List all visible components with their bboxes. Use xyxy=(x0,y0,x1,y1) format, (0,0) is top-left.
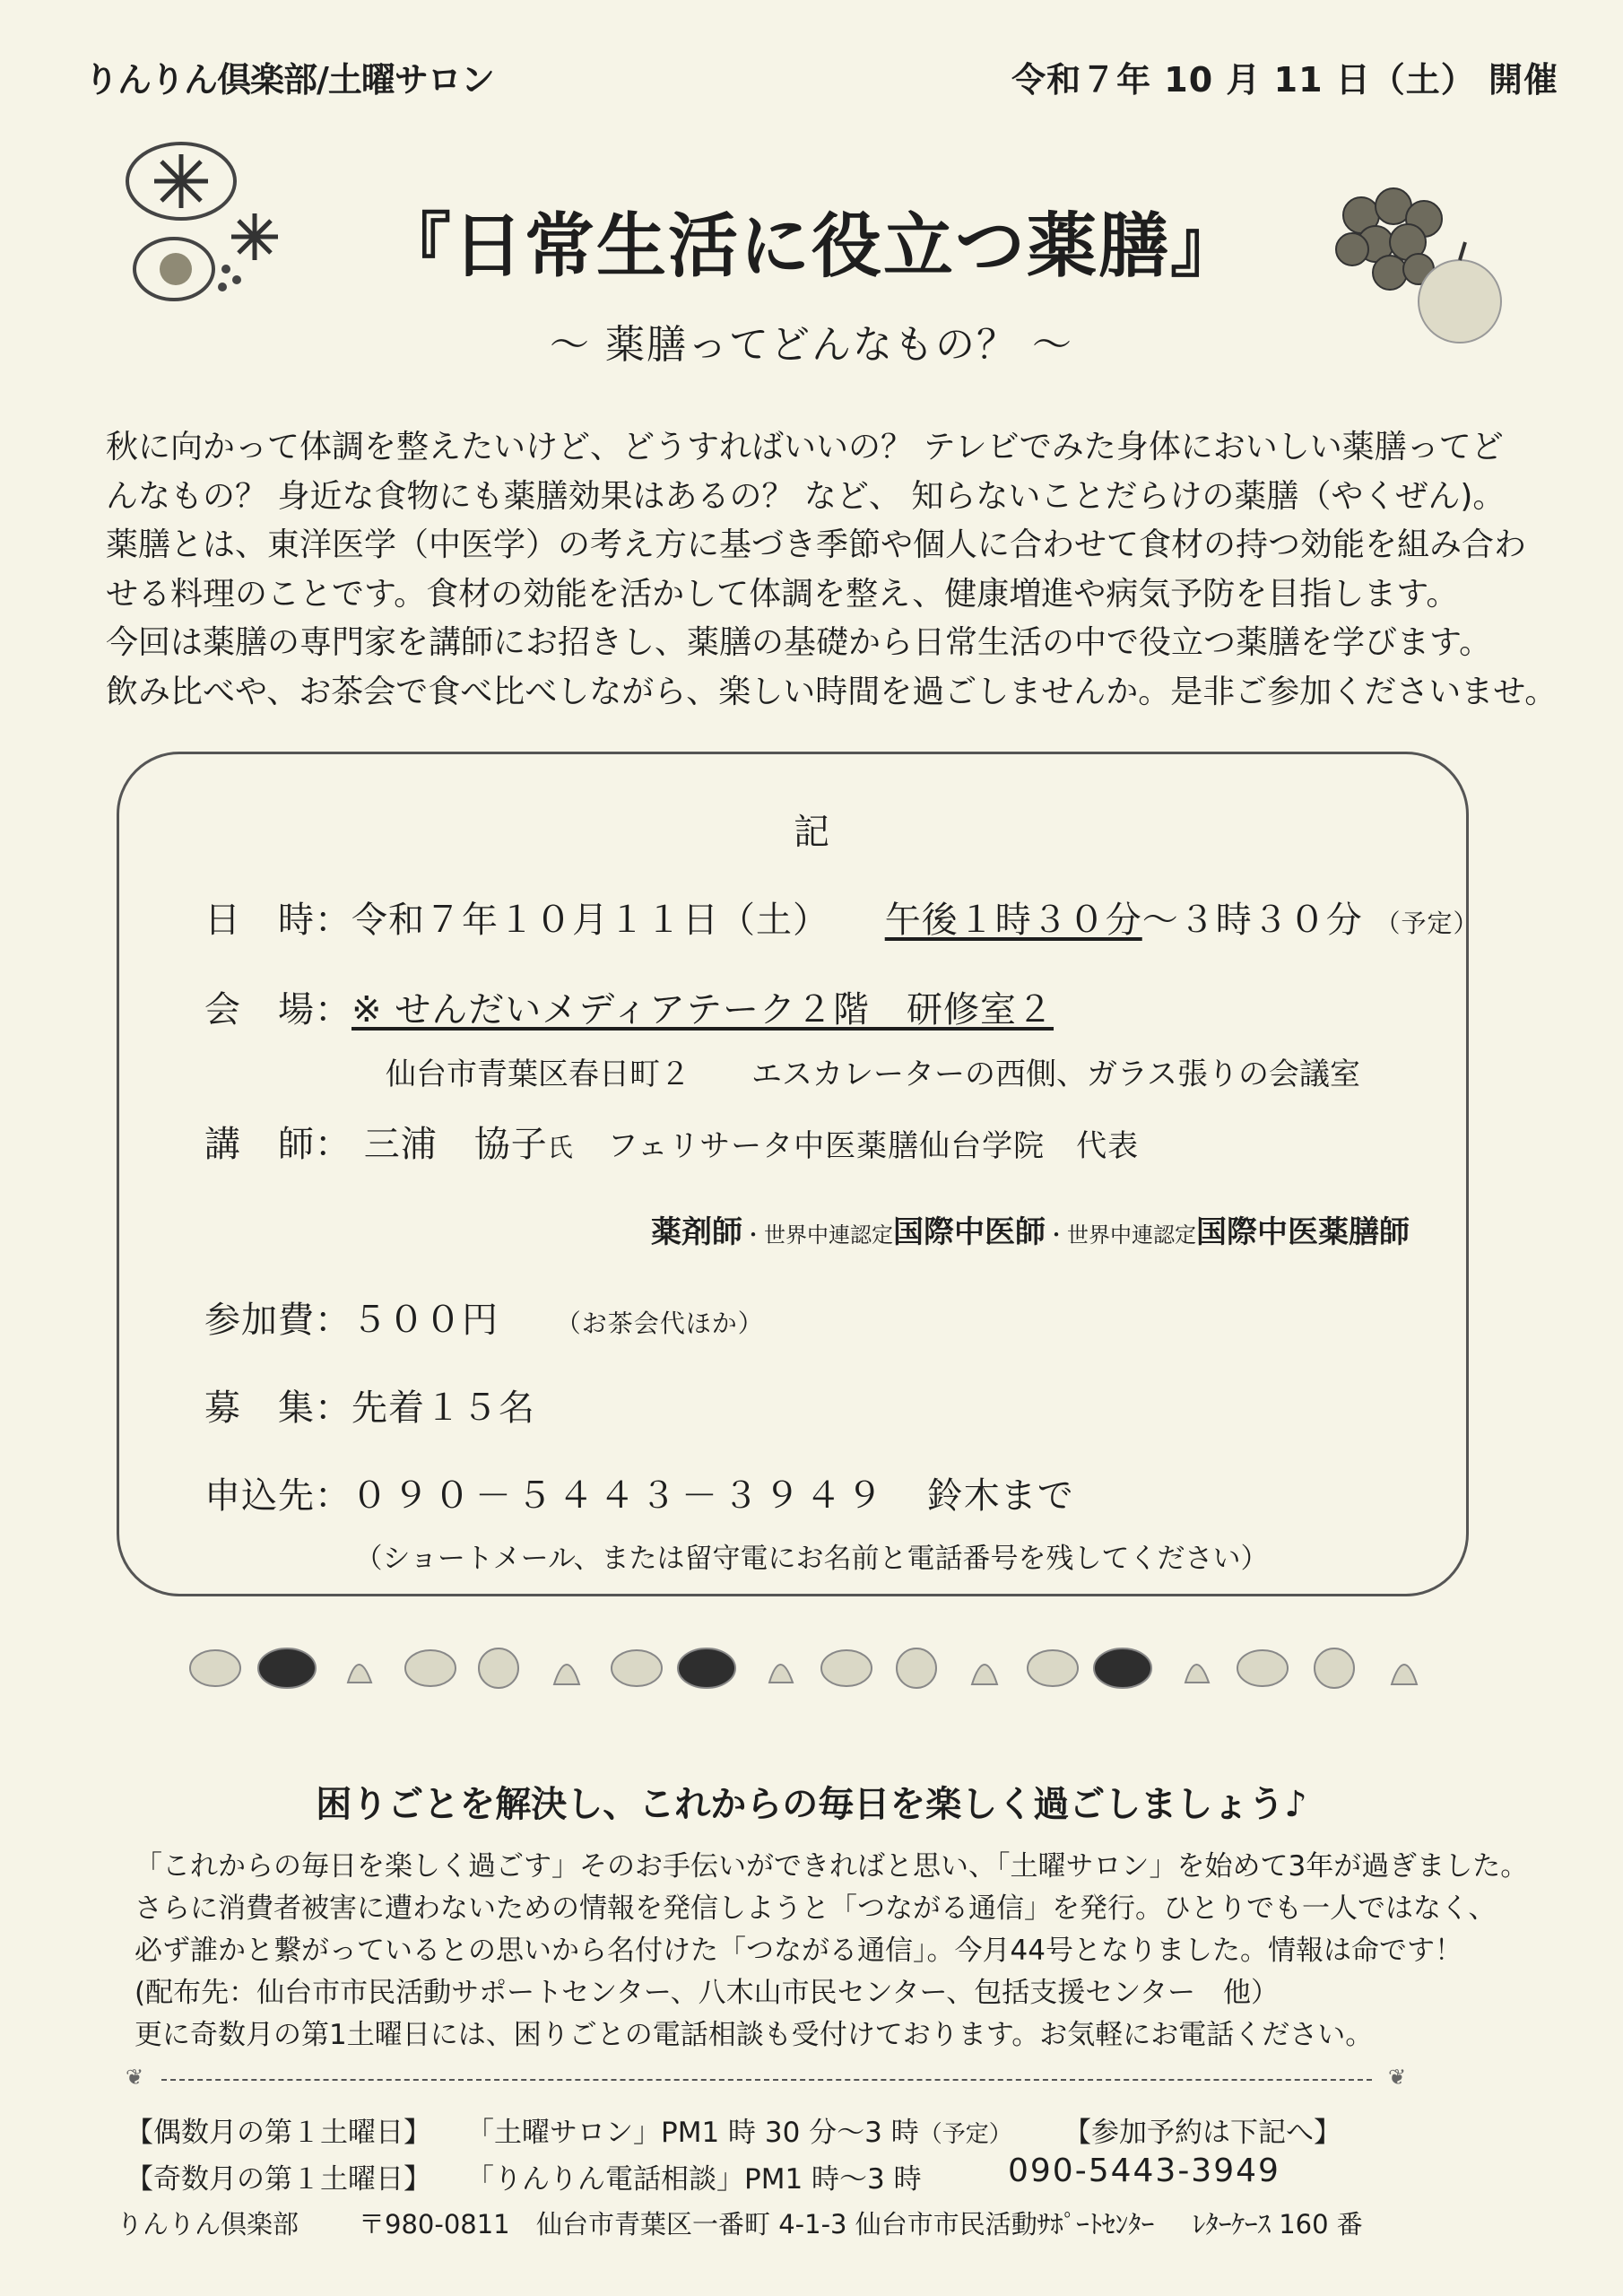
recruit-value: 先着１５名 xyxy=(352,1387,535,1429)
closing-line: 更に奇数月の第1土曜日には、困りごとの電話相談も受付けております。お気軽にお電話ください。 xyxy=(135,2019,1374,2051)
footer-even-event xyxy=(466,2109,1012,2150)
apply-name: 鈴木まで xyxy=(926,1475,1074,1517)
footer-odd-event: 「りんりん電話相談」PM1 時～3 時 xyxy=(466,2163,922,2196)
intro-line: せる料理のことです。食材の効能を活かして体調を整え、健康増進や病気予防を目指します。 xyxy=(106,575,1459,613)
datetime-end: ～３時３０分 xyxy=(1141,900,1363,941)
lecturer-row xyxy=(204,1116,1139,1167)
footer-postal: 〒980-0811 xyxy=(359,2209,510,2239)
datetime-date: 令和７年１０月１１日（土） xyxy=(352,900,829,941)
recruit-row xyxy=(204,1379,535,1431)
qualification-1: 薬剤師 xyxy=(651,1214,742,1250)
page-subtitle: ～ 薬膳ってどんなもの？ ～ xyxy=(550,322,1073,368)
closing-line: 「これからの毎日を楽しく過ごす」そのお手伝いができればと思い、「土曜サロン」を始めて3年が過ぎました。 xyxy=(135,1850,1529,1883)
intro-paragraph xyxy=(106,423,1558,717)
event-date-header: 令和７年 10 月 11 日（土） 開催 xyxy=(1011,60,1558,100)
venue-address: 仙台市青葉区春日町２ エスカレーターの西側、ガラス張りの会議室 xyxy=(386,1057,1360,1092)
divider xyxy=(161,2079,1372,2081)
datetime-start: 午後１時３０分 xyxy=(884,900,1142,941)
organizer-label: りんりん倶楽部/土曜サロン xyxy=(84,60,494,100)
venue-label: 会 場： xyxy=(204,989,352,1031)
intro-line: 今回は薬膳の専門家を講師にお招きし、薬膳の基礎から日常生活の中で役立つ薬膳を学びます。 xyxy=(106,624,1492,661)
lecturer-name: 三浦 協子 xyxy=(363,1124,548,1165)
intro-line: 薬膳とは、東洋医学（中医学）の考え方に基づき季節や個人に合わせて食材の持つ効能を組み合わ xyxy=(106,526,1527,563)
footer-even-label: 【偶数月の第１土曜日】 xyxy=(126,2117,431,2149)
footer-org: りんりん倶楽部 xyxy=(117,2209,299,2239)
venue-name: ※ せんだいメディアテーク２階 研修室２ xyxy=(352,989,1055,1031)
footer-letter-box: ﾚﾀｰｹｰｽ 160 番 xyxy=(1193,2209,1363,2239)
datetime-row xyxy=(204,891,1479,943)
apply-phone: ０９０－５４４３－３９４９ xyxy=(352,1475,888,1517)
apply-label: 申込先： xyxy=(204,1475,352,1517)
footer-odd-label: 【奇数月の第１土曜日】 xyxy=(126,2163,431,2196)
closing-line: 必ず誰かと繋がっているとの思いから名付けた「つながる通信」。今月44号となりました。情報は命です！ xyxy=(135,1935,1462,1967)
qualification-2: 国際中医師 xyxy=(893,1214,1046,1250)
apply-row xyxy=(204,1467,1074,1518)
datetime-label: 日 時： xyxy=(204,900,352,941)
fee-value: ５００円 xyxy=(352,1300,499,1341)
closing-line: (配布先：仙台市市民活動サポートセンター、八木山市民センター、包括支援センター 他） xyxy=(135,1977,1279,2009)
qualification-prefix: ・世界中連認定 xyxy=(1046,1222,1196,1248)
datetime-note: （予定） xyxy=(1375,909,1480,938)
intro-line: 飲み比べや、お茶会で食べ比べしながら、楽しい時間を過ごしませんか。是非ご参加くださいませ。 xyxy=(106,673,1558,710)
lecturer-honorific: 氏 xyxy=(547,1133,574,1162)
qualification-prefix: ・世界中連認定 xyxy=(742,1222,893,1248)
footer-address: 仙台市青葉区一番町 4-1-3 仙台市市民活動ｻﾎﾟｰﾄｾﾝﾀｰ xyxy=(536,2209,1155,2239)
venue-row xyxy=(204,981,1054,1032)
details-heading: 記 xyxy=(794,812,829,853)
qualification-3: 国際中医薬膳師 xyxy=(1196,1214,1410,1250)
apply-note: （ショートメール、または留守電にお名前と電話番号を残してください） xyxy=(354,1543,1269,1575)
closing-paragraph xyxy=(135,1846,1533,2057)
footer-even-note: （予定） xyxy=(918,2121,1012,2148)
intro-line: んなもの？ 身近な食物にも薬膳効果はあるの？ など、 知らないことだらけの薬膳（やくぜん)。 xyxy=(106,477,1506,515)
lecturer-qualifications xyxy=(651,1207,1410,1251)
fee-note: （お茶会代ほか） xyxy=(555,1309,764,1338)
closing-line: さらに消費者被害に遭わないための情報を発信しようと「つながる通信」を発行。ひとりでも一人ではなく、 xyxy=(135,1892,1497,1925)
recruit-label: 募 集： xyxy=(204,1387,352,1429)
fee-label: 参加費： xyxy=(204,1300,352,1341)
fruit-border-icons xyxy=(179,1638,1453,1695)
lecturer-label: 講 師： xyxy=(204,1124,352,1165)
footer-even-event-text: 「土曜サロン」PM1 時 30 分～3 時 xyxy=(466,2117,919,2149)
footer-phone: 090-5443-3949 xyxy=(1008,2152,1280,2189)
footer-reserve: 【参加予約は下記へ】 xyxy=(1063,2117,1341,2149)
lecturer-org: フェリサータ中医薬膳仙台学院 代表 xyxy=(607,1128,1140,1164)
page-title: 『日常生活に役立つ薬膳』 xyxy=(380,206,1242,287)
leaf-ornament-icon: ❦ xyxy=(1388,2065,1407,2090)
intro-line: 秋に向かって体調を整えたいけど、どうすればいいの？ テレビでみた身体においしい薬膳ってど xyxy=(106,429,1504,465)
leaf-ornament-icon: ❦ xyxy=(126,2065,144,2090)
fee-row xyxy=(204,1292,764,1343)
closing-title: 困りごとを解決し、これからの毎日を楽しく過ごしましょう♪ xyxy=(316,1784,1307,1825)
